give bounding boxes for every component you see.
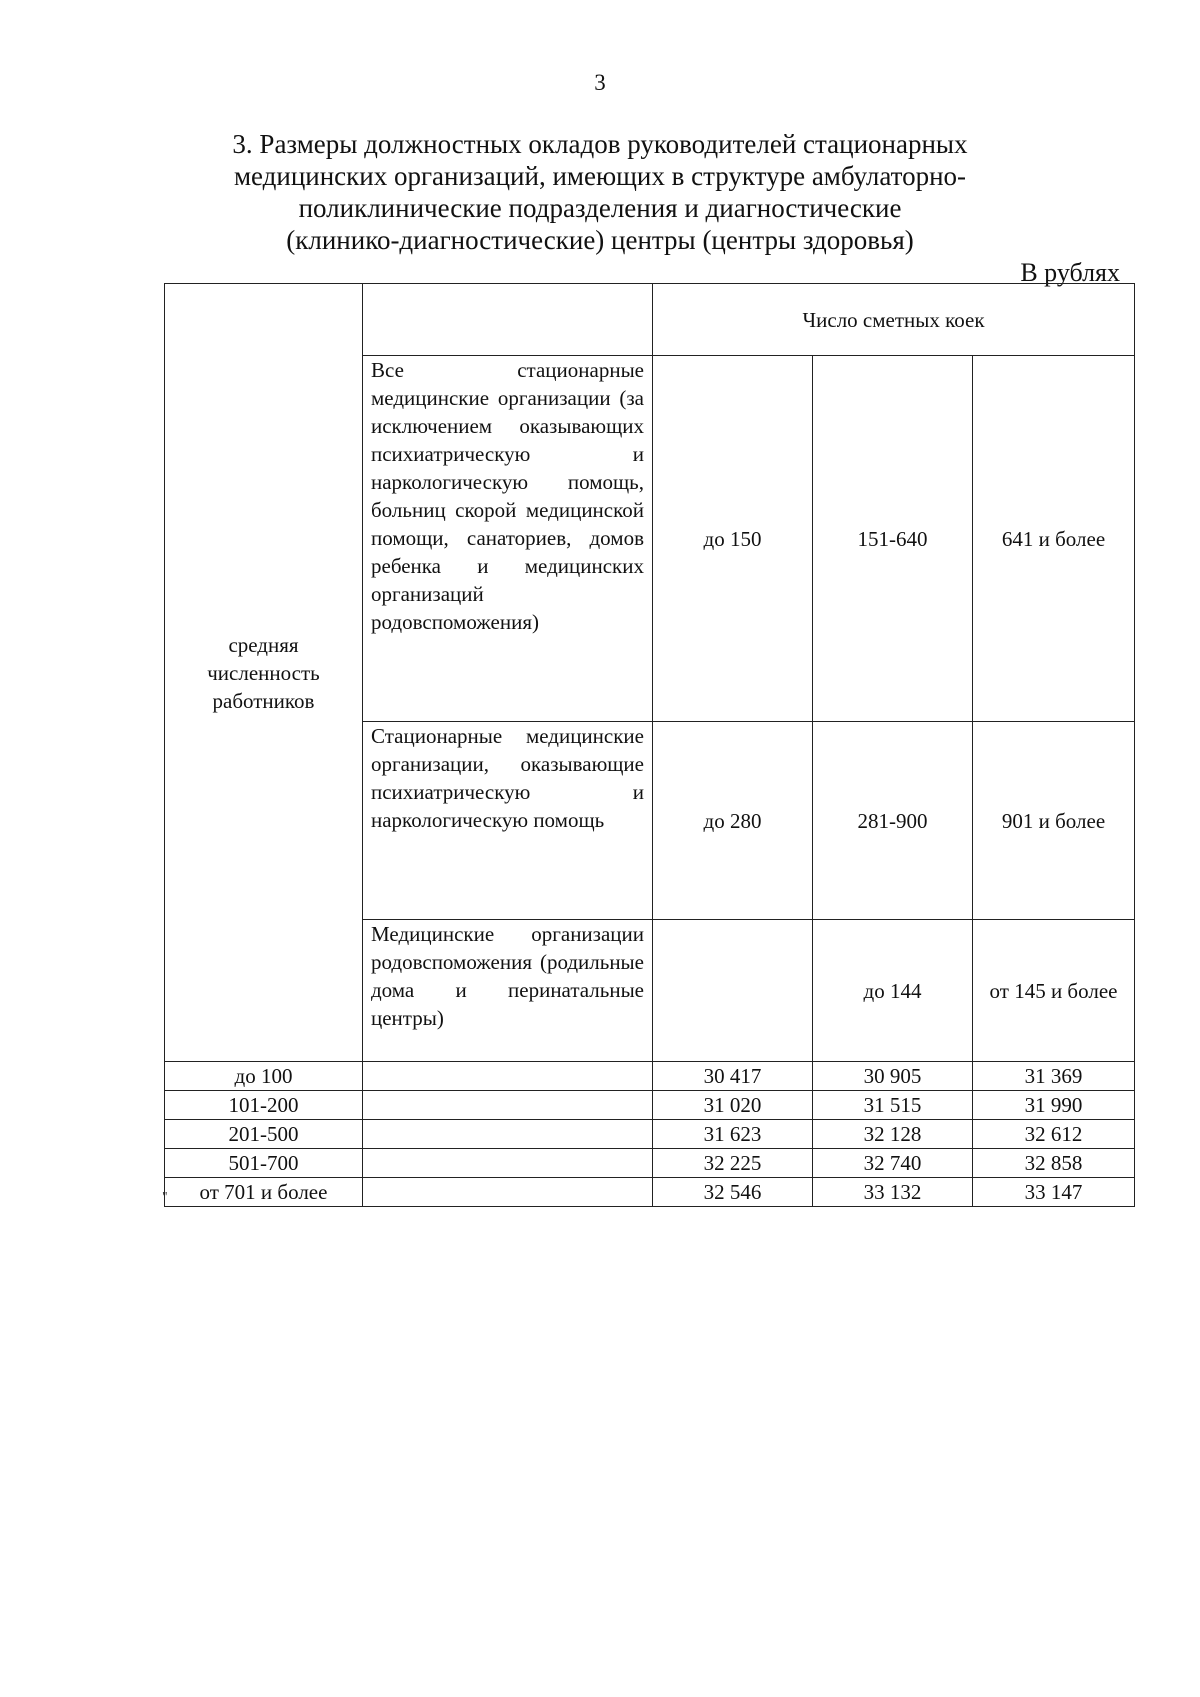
table-row [165,1178,1135,1207]
page-number: 3 [594,70,606,95]
empty-cell [363,1149,653,1178]
bed-range-cell: 901 и более [973,722,1135,920]
bed-range-cell: 281-900 [813,722,973,920]
empty-header-cell [363,284,653,356]
table-row [165,1062,1135,1091]
document-title [160,128,1040,256]
salary-cell: 31 623 [653,1120,813,1149]
closing-quote-mark: " [162,1190,168,1205]
salary-cell: 32 740 [813,1149,973,1178]
salary-cell: 31 990 [973,1091,1135,1120]
bed-count-group-header: Число сметных коек [653,284,1135,356]
salary-cell: 31 369 [973,1062,1135,1091]
bed-range-cell: 641 и более [973,356,1135,722]
salary-cell: 30 417 [653,1062,813,1091]
salary-cell: 32 858 [973,1149,1135,1178]
salary-cell: 30 905 [813,1062,973,1091]
salary-cell: 31 515 [813,1091,973,1120]
category-label: Медицинские организации родовспоможения (родильные дома и перинатальные центры) [363,920,653,1062]
bed-range-cell: до 280 [653,722,813,920]
salary-cell: 33 147 [973,1178,1135,1207]
empty-cell [363,1178,653,1207]
category-label: Все стационарные медицинские организации (за исключением оказывающих психиатрическую и наркологическую помощь, больниц скорой медицинской помощи, санаториев, домов ребенка и медицинских организаций родовспоможения) [363,356,653,722]
staff-range-cell: 101-200 [165,1091,363,1120]
empty-cell [363,1120,653,1149]
table-row [165,1091,1135,1120]
bed-range-cell: до 144 [813,920,973,1062]
staff-range-cell: 201-500 [165,1120,363,1149]
table-row [165,1120,1135,1149]
salary-cell: 33 132 [813,1178,973,1207]
title-line: поликлинические подразделения и диагностические [298,193,902,223]
bed-range-cell: от 145 и более [973,920,1135,1062]
title-line: медицинских организаций, имеющих в структуре амбулаторно- [233,161,967,191]
table-row [165,1149,1135,1178]
category-label: Стационарные медицинские организации, оказывающие психиатрическую и наркологическую помощь [363,722,653,920]
currency-note: В рублях [1020,258,1120,287]
bed-range-cell [653,920,813,1062]
title-line: 3. Размеры должностных окладов руководителей стационарных [232,129,968,159]
bed-range-cell: до 150 [653,356,813,722]
salary-cell: 32 128 [813,1120,973,1149]
salary-cell: 32 612 [973,1120,1135,1149]
salary-cell: 31 020 [653,1091,813,1120]
salary-cell: 32 225 [653,1149,813,1178]
staff-range-cell: до 100 [165,1062,363,1091]
salary-cell: 32 546 [653,1178,813,1207]
empty-cell [363,1062,653,1091]
staff-range-cell: 501-700 [165,1149,363,1178]
staff-count-header: средняя численность работников [165,284,363,1062]
title-line: (клинико-диагностические) центры (центры здоровья) [286,225,914,255]
staff-range-cell: от 701 и более [165,1178,363,1207]
bed-range-cell: 151-640 [813,356,973,722]
empty-cell [363,1091,653,1120]
salary-table [164,283,1135,1207]
